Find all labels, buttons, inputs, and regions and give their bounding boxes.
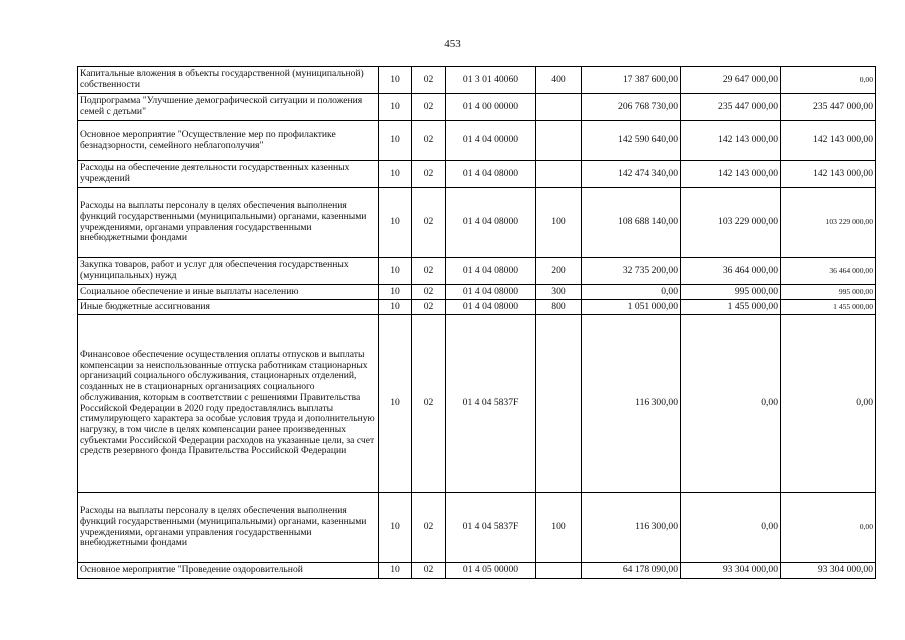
- subsection-code-cell: 02: [412, 67, 446, 94]
- amount-year2-cell: 235 447 000,00: [681, 94, 781, 121]
- amount-year1-cell: 142 474 340,00: [582, 161, 681, 188]
- subsection-code-cell: 02: [412, 300, 446, 315]
- amount-year3-cell: 1 455 000,00: [781, 300, 876, 315]
- expense-type-cell: [536, 94, 582, 121]
- target-article-cell: 01 4 04 5837F: [446, 315, 536, 493]
- target-article-cell: 01 4 04 08000: [446, 161, 536, 188]
- subsection-code-cell: 02: [412, 188, 446, 258]
- amount-year3-cell: 0,00: [781, 493, 876, 563]
- amount-year3-cell: 103 229 000,00: [781, 188, 876, 258]
- table-row: [78, 121, 876, 161]
- amount-year3-cell: 0,00: [781, 67, 876, 94]
- row-name-cell: Расходы на выплаты персоналу в целях обеспечения выполнения функций государственными (муниципальными) органами, казенными учреждениями, органами управления государственными внебюджетными фондами: [78, 188, 379, 258]
- subsection-code-cell: 02: [412, 563, 446, 579]
- target-article-cell: 01 4 04 5837F: [446, 493, 536, 563]
- table-row: [78, 493, 876, 563]
- row-name-cell: Подпрограмма "Улучшение демографической ситуации и положения семей с детьми": [78, 94, 379, 121]
- amount-year2-cell: 0,00: [681, 493, 781, 563]
- section-code-cell: 10: [379, 285, 412, 300]
- row-name-cell: Иные бюджетные ассигнования: [78, 300, 379, 315]
- expense-type-cell: 400: [536, 67, 582, 94]
- expense-type-cell: [536, 161, 582, 188]
- target-article-cell: 01 4 04 08000: [446, 285, 536, 300]
- row-name-cell: Основное мероприятие "Осуществление мер по профилактике безнадзорности, семейного неблагополучия": [78, 121, 379, 161]
- amount-year2-cell: 142 143 000,00: [681, 121, 781, 161]
- amount-year2-cell: 103 229 000,00: [681, 188, 781, 258]
- budget-table: [77, 66, 876, 579]
- expense-type-cell: 100: [536, 188, 582, 258]
- amount-year2-cell: 29 647 000,00: [681, 67, 781, 94]
- amount-year2-cell: 1 455 000,00: [681, 300, 781, 315]
- amount-year1-cell: 32 735 200,00: [582, 258, 681, 285]
- subsection-code-cell: 02: [412, 493, 446, 563]
- row-name-cell: Финансовое обеспечение осуществления оплаты отпусков и выплаты компенсации за неиспользованные отпуска работникам стационарных организаций социального обслуживания, стационарных отделений, созданных не в стационарных организациях социального обслуживания, которым в соответствии с решениями Правительства Российской Федерации в 2020 году предоставлялись выплаты стимулирующего характера за особые условия труда и дополнительную нагрузку, в том числе в целях компенсации ранее произведенных субъектами Российской Федерации расходов на указанные цели, за счет средств резервного фонда Правительства Российской Федерации: [78, 315, 379, 493]
- expense-type-cell: 300: [536, 285, 582, 300]
- amount-year1-cell: 0,00: [582, 285, 681, 300]
- section-code-cell: 10: [379, 563, 412, 579]
- section-code-cell: 10: [379, 258, 412, 285]
- amount-year1-cell: 64 178 090,00: [582, 563, 681, 579]
- table-row: [78, 315, 876, 493]
- amount-year1-cell: 17 387 600,00: [582, 67, 681, 94]
- row-name-cell: Основное мероприятие "Проведение оздоровительной: [78, 563, 379, 579]
- amount-year2-cell: 0,00: [681, 315, 781, 493]
- amount-year1-cell: 116 300,00: [582, 493, 681, 563]
- row-name-cell: Закупка товаров, работ и услуг для обеспечения государственных (муниципальных) нужд: [78, 258, 379, 285]
- target-article-cell: 01 3 01 40060: [446, 67, 536, 94]
- amount-year2-cell: 142 143 000,00: [681, 161, 781, 188]
- amount-year3-cell: 995 000,00: [781, 285, 876, 300]
- table-row: [78, 258, 876, 285]
- amount-year2-cell: 995 000,00: [681, 285, 781, 300]
- row-name-cell: Социальное обеспечение и иные выплаты населению: [78, 285, 379, 300]
- target-article-cell: 01 4 04 08000: [446, 300, 536, 315]
- amount-year3-cell: 0,00: [781, 315, 876, 493]
- table-row: [78, 188, 876, 258]
- expense-type-cell: 800: [536, 300, 582, 315]
- subsection-code-cell: 02: [412, 285, 446, 300]
- amount-year2-cell: 36 464 000,00: [681, 258, 781, 285]
- subsection-code-cell: 02: [412, 258, 446, 285]
- expense-type-cell: [536, 315, 582, 493]
- row-name-cell: Расходы на обеспечение деятельности государственных казенных учреждений: [78, 161, 379, 188]
- table-row: [78, 94, 876, 121]
- row-name-cell: Капитальные вложения в объекты государственной (муниципальной) собственности: [78, 67, 379, 94]
- section-code-cell: 10: [379, 315, 412, 493]
- expense-type-cell: [536, 563, 582, 579]
- target-article-cell: 01 4 00 00000: [446, 94, 536, 121]
- amount-year1-cell: 142 590 640,00: [582, 121, 681, 161]
- section-code-cell: 10: [379, 67, 412, 94]
- target-article-cell: 01 4 04 08000: [446, 188, 536, 258]
- subsection-code-cell: 02: [412, 121, 446, 161]
- page-number: 453: [444, 38, 461, 50]
- subsection-code-cell: 02: [412, 94, 446, 121]
- amount-year2-cell: 93 304 000,00: [681, 563, 781, 579]
- section-code-cell: 10: [379, 121, 412, 161]
- amount-year1-cell: 1 051 000,00: [582, 300, 681, 315]
- subsection-code-cell: 02: [412, 161, 446, 188]
- amount-year3-cell: 142 143 000,00: [781, 121, 876, 161]
- budget-table-body: [78, 67, 876, 579]
- row-name-cell: Расходы на выплаты персоналу в целях обеспечения выполнения функций государственными (муниципальными) органами, казенными учреждениями, органами управления государственными внебюджетными фондами: [78, 493, 379, 563]
- subsection-code-cell: 02: [412, 315, 446, 493]
- expense-type-cell: 200: [536, 258, 582, 285]
- table-row: [78, 285, 876, 300]
- section-code-cell: 10: [379, 161, 412, 188]
- section-code-cell: 10: [379, 300, 412, 315]
- table-row: [78, 563, 876, 579]
- amount-year1-cell: 116 300,00: [582, 315, 681, 493]
- section-code-cell: 10: [379, 94, 412, 121]
- amount-year1-cell: 108 688 140,00: [582, 188, 681, 258]
- target-article-cell: 01 4 05 00000: [446, 563, 536, 579]
- expense-type-cell: [536, 121, 582, 161]
- amount-year3-cell: 36 464 000,00: [781, 258, 876, 285]
- table-row: [78, 300, 876, 315]
- section-code-cell: 10: [379, 493, 412, 563]
- section-code-cell: 10: [379, 188, 412, 258]
- amount-year3-cell: 142 143 000,00: [781, 161, 876, 188]
- table-row: [78, 161, 876, 188]
- target-article-cell: 01 4 04 08000: [446, 258, 536, 285]
- amount-year3-cell: 93 304 000,00: [781, 563, 876, 579]
- amount-year3-cell: 235 447 000,00: [781, 94, 876, 121]
- expense-type-cell: 100: [536, 493, 582, 563]
- table-row: [78, 67, 876, 94]
- target-article-cell: 01 4 04 00000: [446, 121, 536, 161]
- amount-year1-cell: 206 768 730,00: [582, 94, 681, 121]
